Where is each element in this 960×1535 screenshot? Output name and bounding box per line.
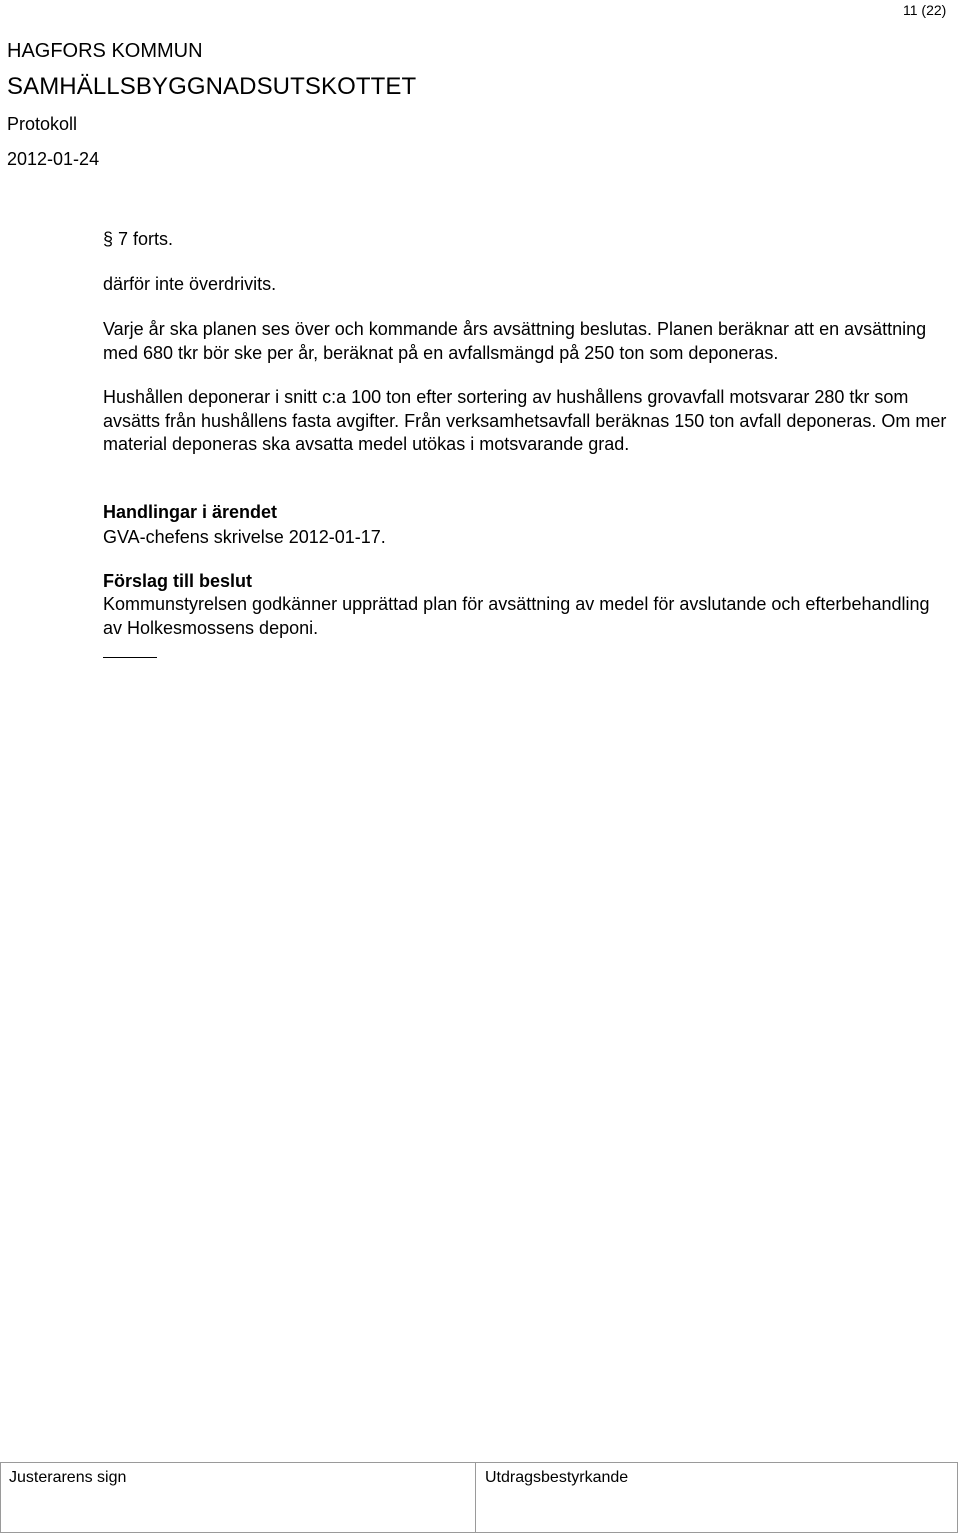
documents-text: GVA-chefens skrivelse 2012-01-17. xyxy=(103,527,386,547)
section-heading: § 7 forts. xyxy=(103,229,174,249)
end-of-section-rule xyxy=(103,657,157,658)
paragraph-plan: Varje år ska planen ses över och kommande års avsättning beslutas. Planen beräknar att en avsättning med 680 tkr bör ske per år, beräknat på en avfallsmängd på 250 ton som deponeras. xyxy=(103,319,927,363)
footer-right-label: Utdragsbestyrkande xyxy=(485,1469,629,1486)
document-date: 2012-01-24 xyxy=(7,149,100,169)
proposal-text: Kommunstyrelsen godkänner upprättad plan för avsättning av medel för avslutande och efterbehandling av Holkesmossens deponi. xyxy=(103,594,930,638)
paragraph-households: Hushållen deponerar i snitt c:a 100 ton efter sortering av hushållens grovavfall motsvarar 280 tkr som avsätts från hushållens fasta avgifter. Från verksamhetsavfall beräknas 150 ton avfall deponeras. Om mer material deponeras ska avsatta medel utökas i motsvarande grad. xyxy=(103,387,947,454)
signature-footer xyxy=(0,1462,958,1533)
footer-utdragsbestyrkande xyxy=(476,1463,957,1532)
page-number: 11 (22) xyxy=(903,2,947,18)
documents-heading: Handlingar i ärendet xyxy=(103,502,278,522)
organization-name: HAGFORS KOMMUN xyxy=(7,40,203,62)
proposal-heading: Förslag till beslut xyxy=(103,571,253,591)
document-type: Protokoll xyxy=(7,114,78,134)
footer-justerarens-sign xyxy=(1,1463,476,1532)
footer-left-label: Justerarens sign xyxy=(9,1469,127,1486)
committee-name: SAMHÄLLSBYGGNADSUTSKOTTET xyxy=(7,73,417,100)
continuation-text: därför inte överdrivits. xyxy=(103,274,277,294)
